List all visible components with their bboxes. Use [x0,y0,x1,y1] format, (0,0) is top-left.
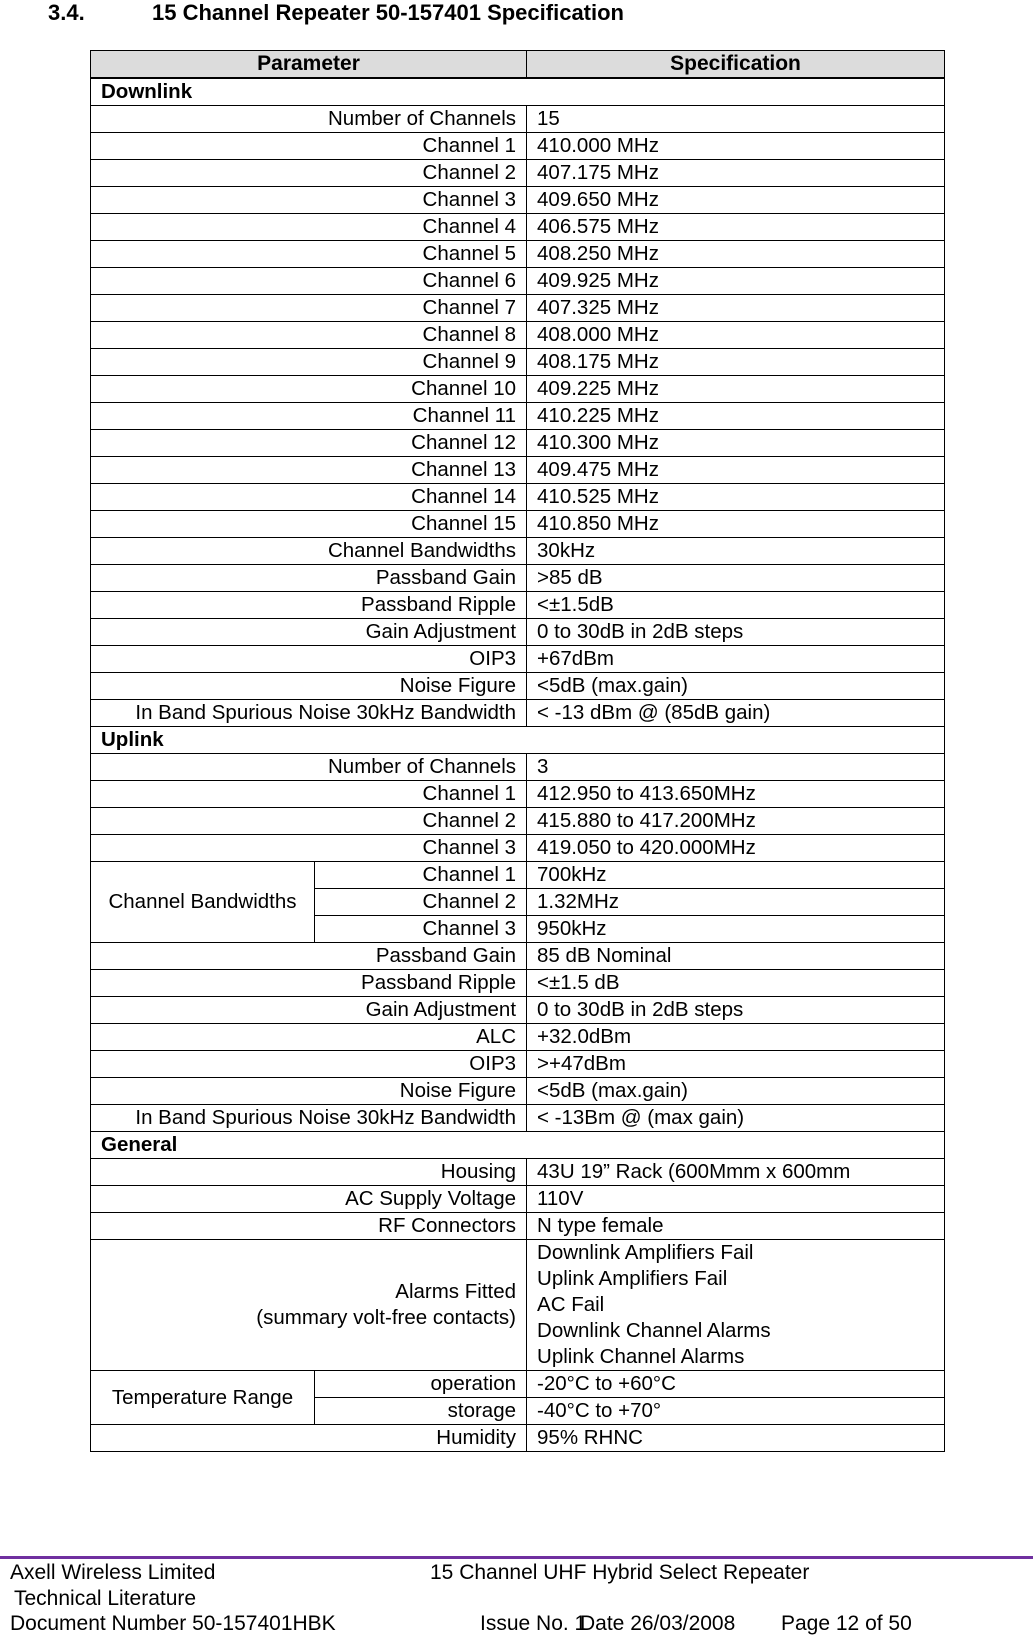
specification-cell: 700kHz [527,862,945,889]
alarms-row [91,1240,945,1371]
downlink-row [91,241,945,268]
humidity-row [91,1425,945,1452]
parameter-cell: Channel 6 [91,268,527,295]
parameter-cell: Channel 5 [91,241,527,268]
specification-cell: 406.575 MHz [527,214,945,241]
header-specification: Specification [527,51,945,79]
specification-cell: >+47dBm [527,1051,945,1078]
parameter-cell: Passband Ripple [91,592,527,619]
parameter-cell: Channel 3 [315,916,527,943]
uplink-row [91,808,945,835]
uplink-section [91,727,945,754]
table-body [91,78,945,1452]
downlink-row [91,646,945,673]
uplink-bandwidth-group: Channel Bandwidths [91,862,315,943]
specification-cell: +32.0dBm [527,1024,945,1051]
alarm-item: Downlink Amplifiers Fail [537,1241,754,1264]
downlink-row [91,214,945,241]
specification-cell: 419.050 to 420.000MHz [527,835,945,862]
footer-page: Page 12 of 50 [781,1612,912,1635]
specification-cell: 407.175 MHz [527,160,945,187]
alarm-item: Downlink Channel Alarms [537,1319,771,1342]
parameter-cell: Housing [91,1159,527,1186]
alarms-param-line: Alarms Fitted [395,1280,517,1303]
alarms-param-note: (summary volt-free contacts) [256,1306,517,1329]
footer-issue: Issue No. 1 [480,1612,587,1635]
specification-cell: 410.000 MHz [527,133,945,160]
uplink-row [91,943,945,970]
parameter-cell: Channel 3 [91,835,527,862]
specification-cell: 410.525 MHz [527,484,945,511]
footer-company: Axell Wireless Limited [10,1561,216,1584]
specification-cell: +67dBm [527,646,945,673]
uplink-row [91,835,945,862]
downlink-row [91,403,945,430]
parameter-cell: Channel Bandwidths [91,538,527,565]
table-header-row [91,51,945,79]
downlink-row [91,160,945,187]
downlink-row [91,430,945,457]
specification-cell: < -13 dBm @ (85dB gain) [527,700,945,727]
parameter-cell: Number of Channels [91,106,527,133]
parameter-cell: Channel 7 [91,295,527,322]
parameter-cell: Channel 8 [91,322,527,349]
alarms-specification-cell [527,1240,945,1371]
alarm-item: AC Fail [537,1293,605,1316]
specification-cell: 409.650 MHz [527,187,945,214]
parameter-cell: Channel 4 [91,214,527,241]
specification-cell: 30kHz [527,538,945,565]
parameter-cell: Noise Figure [91,1078,527,1105]
uplink-bandwidth-row [91,862,945,889]
specification-cell: 408.000 MHz [527,322,945,349]
downlink-row [91,619,945,646]
downlink-row [91,322,945,349]
downlink-row [91,187,945,214]
parameter-cell: Passband Gain [91,943,527,970]
specification-cell: 410.850 MHz [527,511,945,538]
alarm-item: Uplink Channel Alarms [537,1345,745,1368]
downlink-row [91,349,945,376]
parameter-cell: Channel 2 [315,889,527,916]
uplink-row [91,997,945,1024]
alarms-parameter-cell [91,1240,527,1371]
specification-cell: <±1.5 dB [527,970,945,997]
specification-cell: 410.300 MHz [527,430,945,457]
parameter-cell: Channel 2 [91,808,527,835]
specification-cell: 0 to 30dB in 2dB steps [527,997,945,1024]
parameter-cell: Channel 13 [91,457,527,484]
parameter-cell: Channel 9 [91,349,527,376]
temperature-group: Temperature Range [91,1371,315,1425]
general-row [91,1159,945,1186]
uplink-row [91,754,945,781]
specification-cell: 43U 19” Rack (600Mmm x 600mm [527,1159,945,1186]
parameter-cell: Channel 2 [91,160,527,187]
specification-cell: 412.950 to 413.650MHz [527,781,945,808]
section-heading [48,0,624,26]
downlink-row [91,133,945,160]
footer-product: 15 Channel UHF Hybrid Select Repeater [430,1561,810,1584]
general-row [91,1213,945,1240]
parameter-cell: OIP3 [91,1051,527,1078]
section-title: 15 Channel Repeater 50-157401 Specification [152,0,624,25]
parameter-cell: OIP3 [91,646,527,673]
general-section [91,1132,945,1159]
specification-cell: 110V [527,1186,945,1213]
parameter-cell: AC Supply Voltage [91,1186,527,1213]
specification-cell: 409.225 MHz [527,376,945,403]
downlink-section-label: Downlink [91,78,945,106]
specification-cell: 407.325 MHz [527,295,945,322]
specification-cell: 95% RHNC [527,1425,945,1452]
downlink-row [91,565,945,592]
specification-table [90,50,945,1452]
downlink-section [91,78,945,106]
section-number: 3.4. [48,0,85,25]
specification-cell: 1.32MHz [527,889,945,916]
specification-cell: <±1.5dB [527,592,945,619]
specification-cell: 409.475 MHz [527,457,945,484]
parameter-cell: Noise Figure [91,673,527,700]
uplink-row [91,1105,945,1132]
downlink-row [91,268,945,295]
footer-doc-number: Document Number 50-157401HBK [10,1612,336,1635]
footer-date: Date 26/03/2008 [580,1612,736,1635]
parameter-cell: Channel 12 [91,430,527,457]
footer-literature: Technical Literature [14,1587,197,1610]
parameter-cell: In Band Spurious Noise 30kHz Bandwidth [91,700,527,727]
parameter-cell: Channel 1 [91,133,527,160]
specification-cell: -40°C to +70° [527,1398,945,1425]
specification-cell: >85 dB [527,565,945,592]
specification-cell: < -13Bm @ (max gain) [527,1105,945,1132]
specification-cell: 410.225 MHz [527,403,945,430]
specification-cell: <5dB (max.gain) [527,1078,945,1105]
parameter-cell: Channel 15 [91,511,527,538]
specification-cell: 0 to 30dB in 2dB steps [527,619,945,646]
general-row [91,1186,945,1213]
specification-cell: 408.175 MHz [527,349,945,376]
uplink-row [91,1078,945,1105]
specification-cell: 85 dB Nominal [527,943,945,970]
downlink-row [91,673,945,700]
downlink-row [91,457,945,484]
general-section-label: General [91,1132,945,1159]
parameter-cell: Gain Adjustment [91,619,527,646]
parameter-cell: ALC [91,1024,527,1051]
parameter-cell: Channel 10 [91,376,527,403]
uplink-row [91,1024,945,1051]
specification-cell: 415.880 to 417.200MHz [527,808,945,835]
uplink-section-label: Uplink [91,727,945,754]
downlink-row [91,700,945,727]
specification-cell: 408.250 MHz [527,241,945,268]
parameter-cell: Passband Gain [91,565,527,592]
downlink-row [91,592,945,619]
uplink-row [91,781,945,808]
footer-rule [0,1556,1033,1559]
downlink-row [91,538,945,565]
parameter-cell: Channel 3 [91,187,527,214]
specification-cell: 950kHz [527,916,945,943]
parameter-cell: Channel 11 [91,403,527,430]
uplink-row [91,1051,945,1078]
downlink-row [91,484,945,511]
specification-cell: 409.925 MHz [527,268,945,295]
specification-cell: -20°C to +60°C [527,1371,945,1398]
parameter-cell: Gain Adjustment [91,997,527,1024]
parameter-cell: Passband Ripple [91,970,527,997]
alarm-item: Uplink Amplifiers Fail [537,1267,728,1290]
parameter-cell: Humidity [91,1425,527,1452]
downlink-row [91,295,945,322]
temperature-row [91,1371,945,1398]
parameter-cell: storage [315,1398,527,1425]
specification-cell: 3 [527,754,945,781]
parameter-cell: Channel 14 [91,484,527,511]
parameter-cell: RF Connectors [91,1213,527,1240]
specification-cell: <5dB (max.gain) [527,673,945,700]
downlink-row [91,376,945,403]
uplink-row [91,970,945,997]
parameter-cell: Channel 1 [315,862,527,889]
parameter-cell: Number of Channels [91,754,527,781]
parameter-cell: In Band Spurious Noise 30kHz Bandwidth [91,1105,527,1132]
parameter-cell: operation [315,1371,527,1398]
downlink-row [91,106,945,133]
parameter-cell: Channel 1 [91,781,527,808]
downlink-row [91,511,945,538]
specification-cell: 15 [527,106,945,133]
specification-cell: N type female [527,1213,945,1240]
header-parameter: Parameter [91,51,527,79]
